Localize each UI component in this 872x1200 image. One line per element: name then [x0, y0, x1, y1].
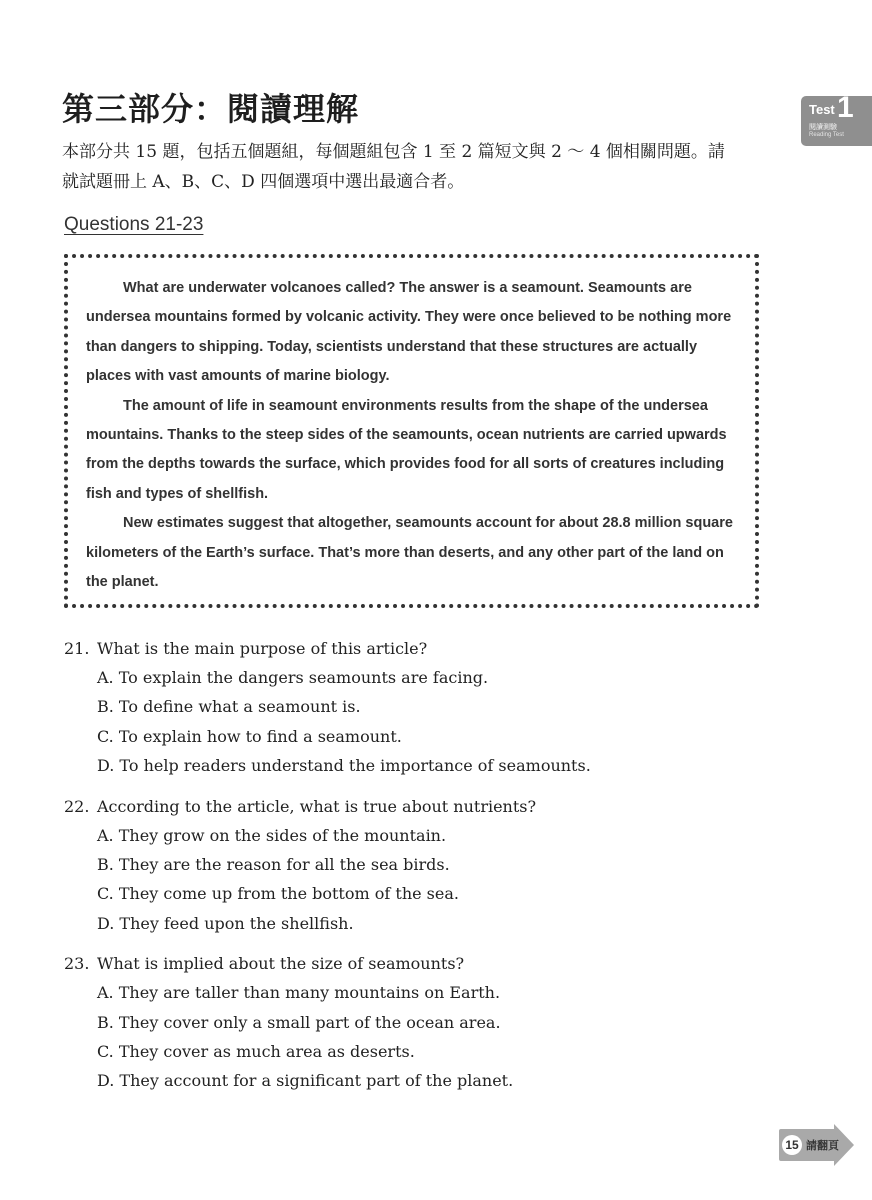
- reading-passage: [64, 254, 759, 608]
- answer-option-a: A. To explain the dangers seamounts are facing.: [97, 668, 489, 687]
- passage-paragraph: New estimates suggest that altogether, seamounts account for about 28.8 million square kilometers of the Earth’s surface. That’s more than deserts, and any other part of the land on the planet.: [86, 515, 733, 591]
- tab-test-label: Test: [809, 102, 835, 117]
- answer-option-a: A. They are taller than many mountains on Earth.: [97, 983, 501, 1003]
- question-stem: [64, 792, 784, 821]
- passage-paragraph: The amount of life in seamount environments results from the shape of the undersea mountains. Thanks to the steep sides of the seamounts, ocean nutrients are carried upwards from the depths towards the surface, which provides food for all sorts of creatures including fish and types of shellfish.: [86, 397, 727, 502]
- instructions-line-2: 就試題冊上 A、B、C、D 四個選項中選出最適合者。: [62, 172, 465, 192]
- answer-option-d: D. To help readers understand the importance of seamounts.: [97, 756, 591, 776]
- turn-page-label: 請翻頁: [806, 1139, 839, 1152]
- answer-option-c: C. They come up from the bottom of the sea.: [97, 884, 459, 904]
- page-footer-turn-page: [776, 1124, 856, 1166]
- answer-option-d: D. They account for a significant part of the planet.: [97, 1071, 514, 1091]
- test-side-tab: [801, 91, 872, 146]
- question-stem: [64, 634, 784, 663]
- answer-option-b: B. They cover only a small part of the ocean area.: [97, 1012, 501, 1032]
- question-21: [64, 634, 784, 781]
- answer-option-c: C. They cover as much area as deserts.: [97, 1041, 415, 1061]
- question-23: [64, 949, 784, 1096]
- answer-option-b: B. To define what a seamount is.: [97, 697, 361, 717]
- tab-subtitle-en: Reading Test: [809, 132, 844, 138]
- passage-paragraph: What are underwater volcanoes called? The answer is a seamount. Seamounts are undersea mountains formed by volcanic activity. They were once believed to be nothing more than dangers to shipping. Today, scientists understand that these structures are actually places with vast amounts of marine biology.: [86, 280, 732, 385]
- tab-test-number: 1: [837, 91, 854, 124]
- question-number: 22.: [64, 796, 90, 816]
- section-instructions: [62, 137, 762, 197]
- question-group-heading: Questions 21-23: [64, 214, 204, 235]
- answer-option-b: B. They are the reason for all the sea birds.: [97, 854, 450, 874]
- question-stem: [64, 949, 784, 978]
- question-number: 23.: [64, 954, 90, 974]
- answer-option-d: D. They feed upon the shellfish.: [97, 913, 354, 933]
- page-number: 15: [782, 1135, 802, 1155]
- page-title: 第三部分：閱讀理解: [62, 90, 360, 128]
- answer-option-a: A. They grow on the sides of the mountain.: [97, 825, 447, 845]
- question-text: According to the article, what is true about nutrients?: [97, 796, 537, 816]
- question-list: [64, 634, 784, 1107]
- tab-subtitle-zh: 閱讀測驗: [809, 124, 837, 131]
- question-text: What is the main purpose of this article?: [97, 639, 428, 658]
- question-text: What is implied about the size of seamounts?: [97, 954, 465, 974]
- question-number: 21.: [64, 639, 90, 658]
- answer-option-c: C. To explain how to find a seamount.: [97, 726, 402, 746]
- question-22: [64, 792, 784, 939]
- instructions-line-1: 本部分共 15 題，包括五個題組，每個題組包含 1 至 2 篇短文與 2 ～ 4 個相關問題。請: [62, 142, 725, 162]
